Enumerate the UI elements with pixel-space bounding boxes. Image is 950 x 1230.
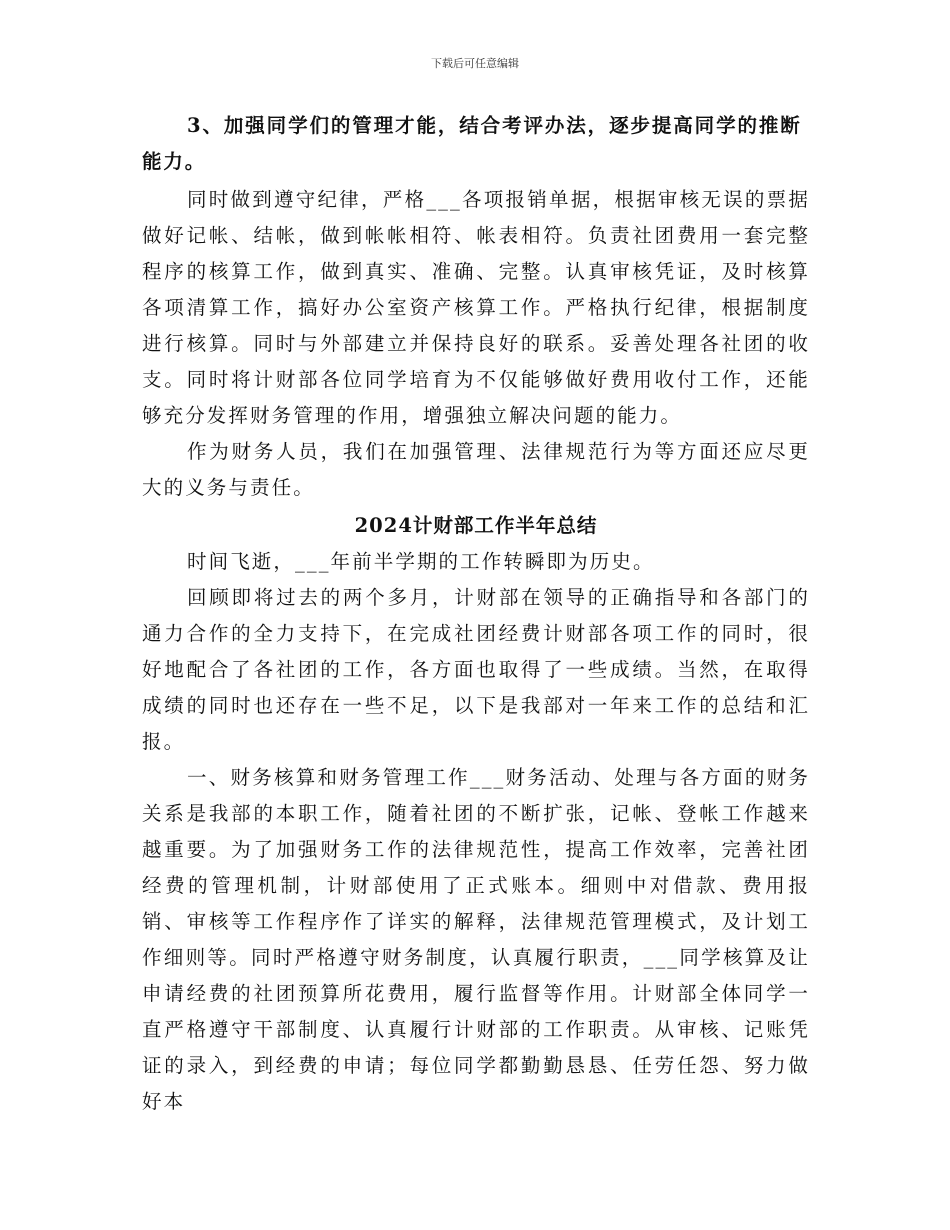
paragraph: 同时做到遵守纪律，严格___各项报销单据，根据审核无误的票据做好记帐、结帐，做到帐帐相符、帐表相符。负责社团费用一套完整程序的核算工作，做到真实、准确、完整。认真审核凭证，及时核算各项清算工作，搞好办公室资产核算工作。严格执行纪律，根据制度进行核算。同时与外部建立并保持良好的联系。妥善处理各社团的收支。同时将计财部各位同学培育为不仅能够做好费用收付工作，还能够充分发挥财务管理的作用，增强独立解决问题的能力。 bbox=[142, 188, 810, 427]
document-title: 2024计财部工作半年总结 bbox=[354, 514, 598, 537]
section-heading: 3、加强同学们的管理才能，结合考评办法，逐步提高同学的推断能力。 bbox=[142, 114, 802, 173]
paragraph: 一、财务核算和财务管理工作___财务活动、处理与各方面的财务关系是我部的本职工作，随着社团的不断扩张，记帐、登帐工作越来越重要。为了加强财务工作的法律规范性，提高工作效率，完善社团经费的管理机制，计财部使用了正式账本。细则中对借款、费用报销、审核等工作程序作了详实的解释，法律规范管理模式，及计划工作细则等。同时严格遵守财务制度，认真履行职责，___同学核算及让申请经费的社团预算所花费用，履行监督等作用。计财部全体同学一直严格遵守干部制度、认真履行计财部的工作职责。从审核、记账凭证的录入，到经费的申请；每位同学都勤勤恳恳、任劳任怨、努力做好本 bbox=[142, 766, 810, 1113]
paragraph: 作为财务人员，我们在加强管理、法律规范行为等方面还应尽更大的义务与责任。 bbox=[142, 440, 810, 499]
paragraph: 回顾即将过去的两个多月，计财部在领导的正确指导和各部门的通力合作的全力支持下，在完成社团经费计财部各项工作的同时，很好地配合了各社团的工作，各方面也取得了一些成绩。当然，在取得成绩的同时也还存在一些不足，以下是我部对一年来工作的总结和汇报。 bbox=[142, 586, 810, 753]
document-body bbox=[142, 108, 810, 1120]
paragraph: 时间飞逝，___年前半学期的工作转瞬即为历史。 bbox=[187, 550, 655, 573]
page-header: 下载后可任意编辑 bbox=[431, 57, 519, 70]
